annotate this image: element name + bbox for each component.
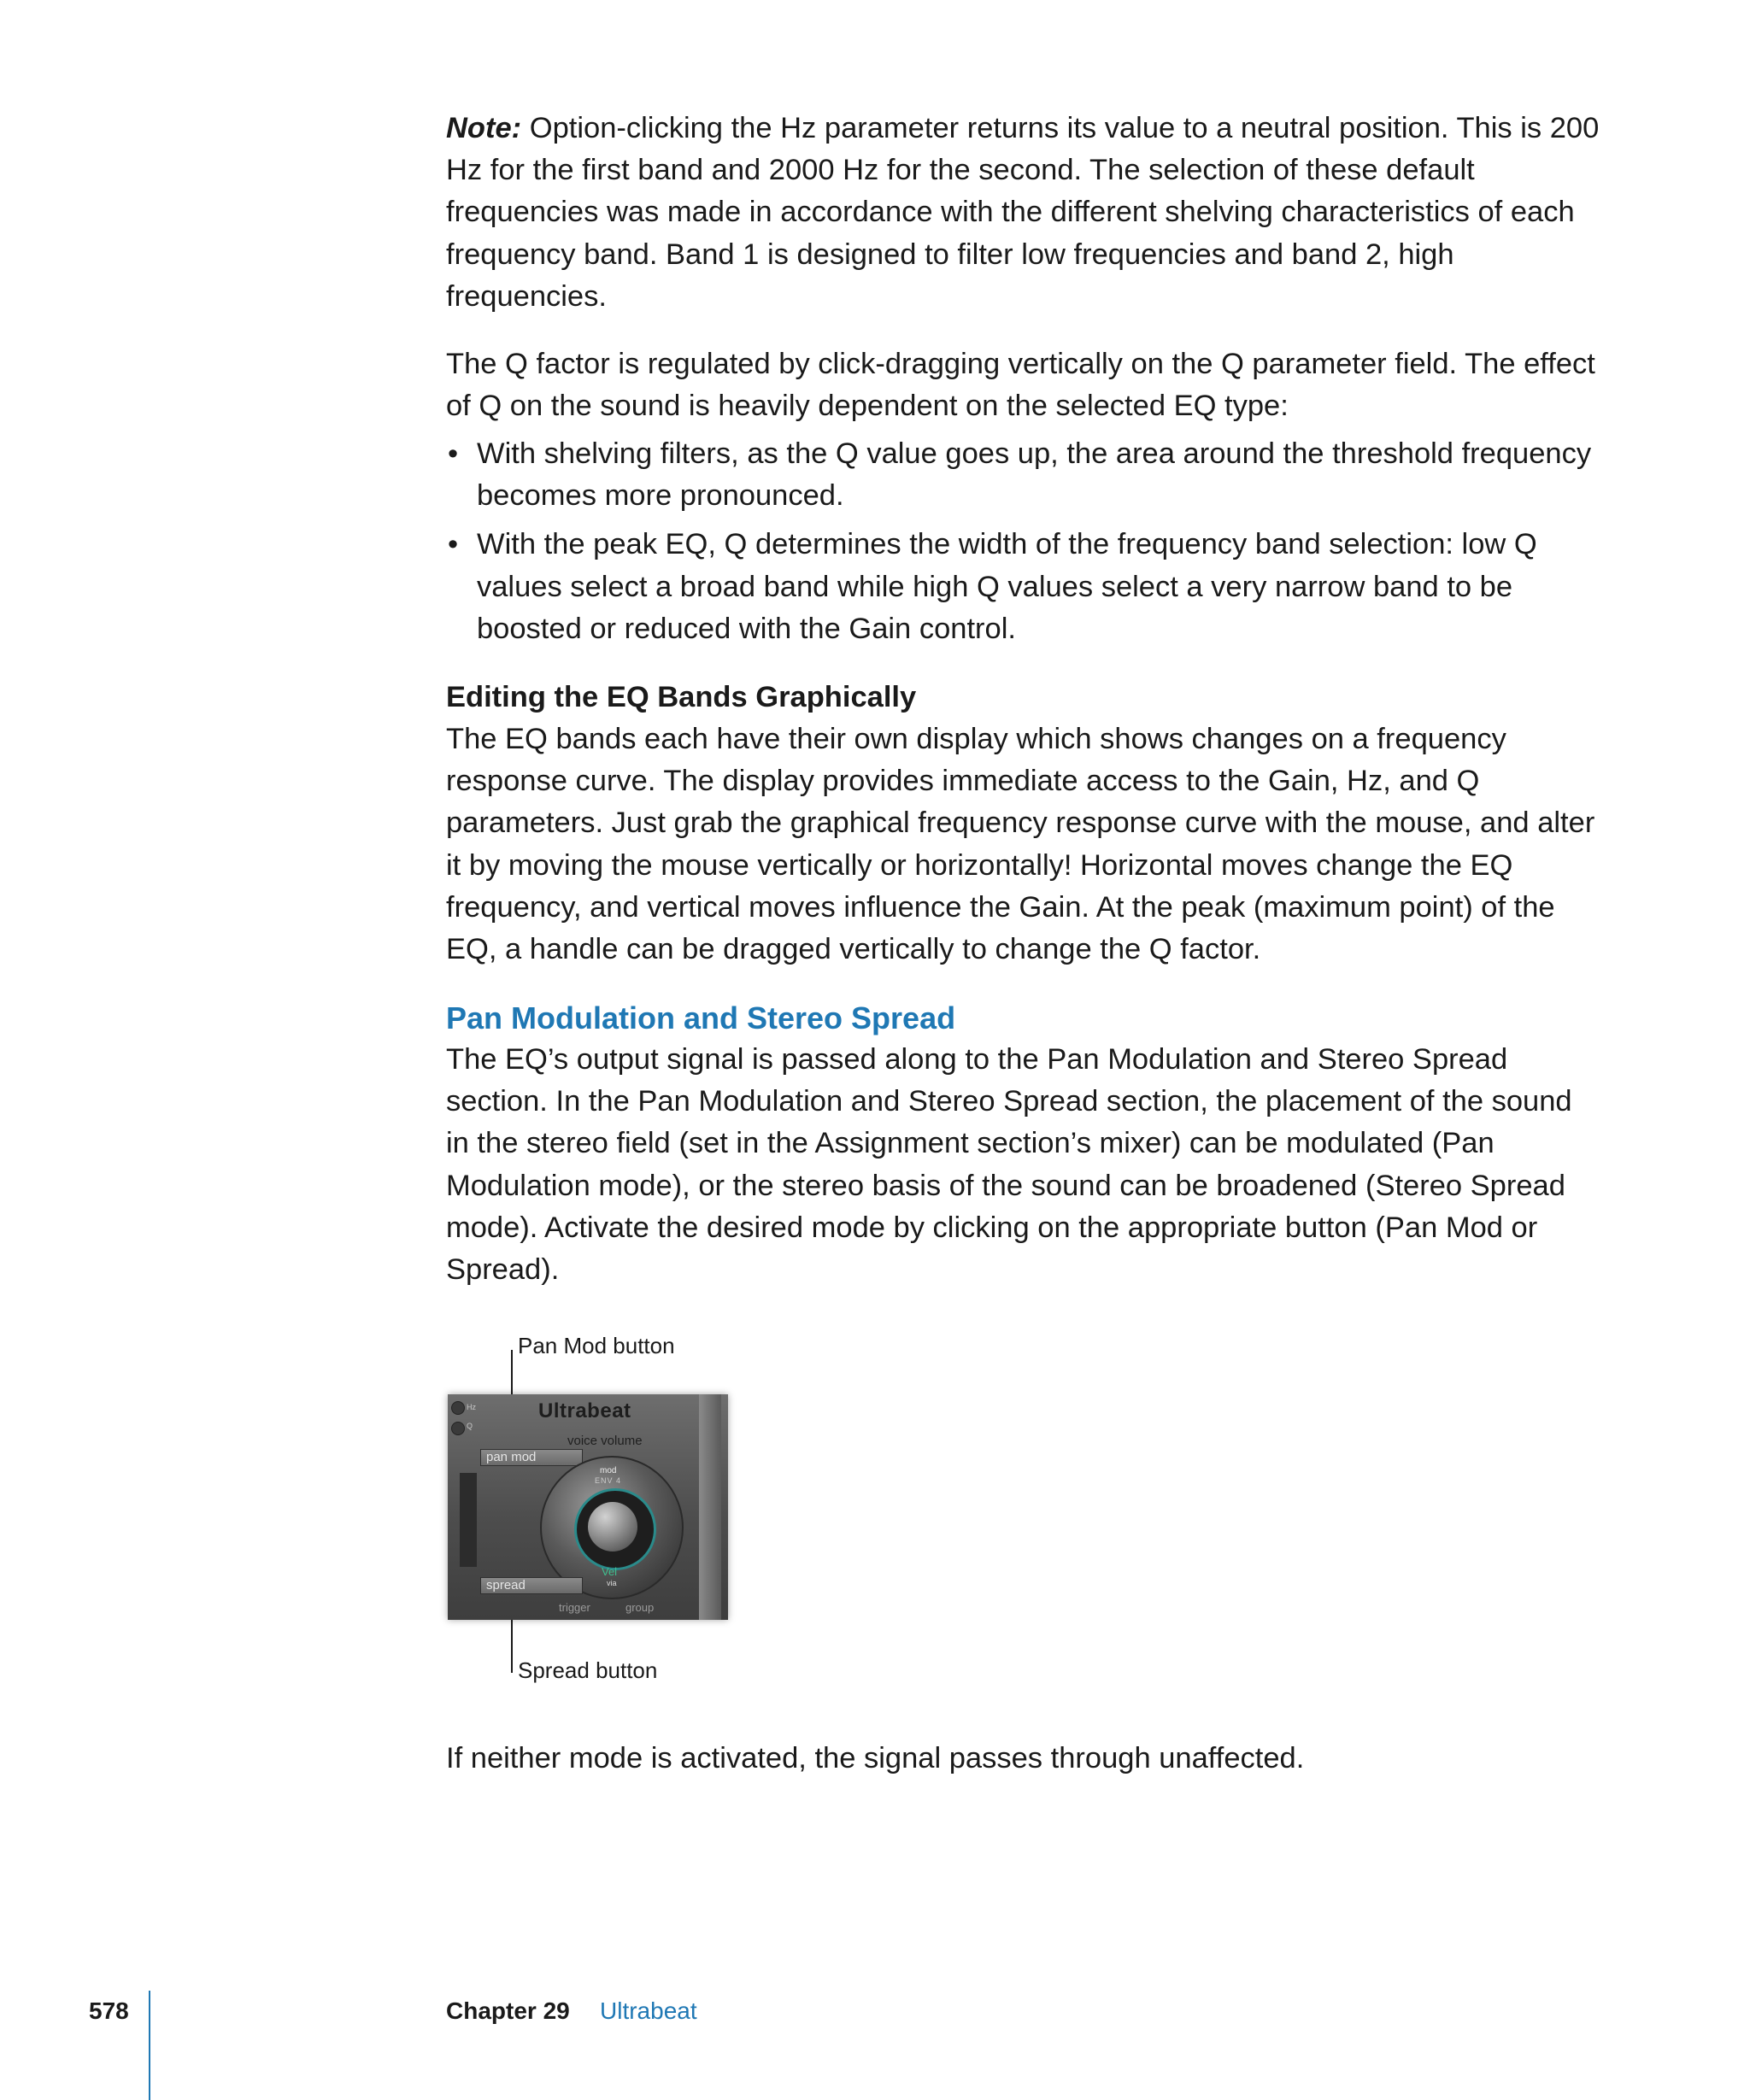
note-paragraph <box>446 108 1600 318</box>
chapter-label: Chapter 29 <box>446 1997 570 2024</box>
led-indicator <box>451 1401 465 1415</box>
q-factor-paragraph: The Q factor is regulated by click-dragging vertically on the Q parameter field. The effect of Q on the sound is heavily dependent on the selected EQ type: <box>446 348 1595 423</box>
led-indicator <box>451 1422 465 1435</box>
section-heading-pan-modulation: Pan Modulation and Stereo Spread <box>446 1000 956 1035</box>
callout-spread-label: Spread button <box>518 1657 658 1683</box>
pan-mod-button[interactable]: pan mod <box>480 1449 583 1466</box>
q-label: Q <box>467 1422 473 1430</box>
section-heading-editing-eq: Editing the EQ Bands Graphically <box>446 681 917 713</box>
ultrabeat-pan-spread-screenshot <box>448 1394 728 1620</box>
led-column <box>451 1401 465 1442</box>
bullet: • <box>448 528 459 561</box>
group-label: group <box>625 1601 655 1614</box>
editing-eq-paragraph: The EQ bands each have their own display which shows changes on a frequency response curve. The display provides immediate access to the Gain, Hz, and Q parameters. Just grab the graphical frequency response curve with the mouse, and alter it by moving the mouse vertically or horizontally! Horizontal moves change the EQ frequency, and vertical moves influence the Gain. At the peak (maximum point) of the EQ, a handle can be dragged vertically to change the Q factor. <box>446 723 1595 966</box>
chapter-name: Ultrabeat <box>600 1997 697 2024</box>
voice-volume-label: voice volume <box>567 1434 643 1448</box>
mod-label: mod <box>600 1466 617 1475</box>
list-item-text: With shelving filters, as the Q value goes up, the area around the threshold frequency becomes more pronounced. <box>477 437 1592 513</box>
hz-label: Hz <box>467 1403 476 1411</box>
bullet: • <box>448 437 459 470</box>
pan-display <box>460 1473 477 1567</box>
spread-button[interactable]: spread <box>480 1577 583 1594</box>
via-label: via <box>607 1579 617 1587</box>
eq-type-list <box>446 433 1600 657</box>
vel-label: Vel <box>602 1565 618 1578</box>
page-number: 578 <box>89 1997 129 2024</box>
panel-right-edge <box>699 1394 721 1620</box>
list-item <box>446 524 1600 650</box>
closing-paragraph: If neither mode is activated, the signal passes through unaffected. <box>446 1742 1305 1774</box>
callout-panmod-label: Pan Mod button <box>518 1333 675 1358</box>
note-label: Note: <box>446 112 522 144</box>
ultrabeat-logo: Ultrabeat <box>538 1399 631 1422</box>
list-item <box>446 433 1600 517</box>
trigger-label: trigger <box>559 1601 590 1614</box>
list-item-text: With the peak EQ, Q determines the width of the frequency band selection: low Q values select a broad band while high Q values select a very narrow band to be boosted or reduced with the Gain control. <box>477 528 1537 645</box>
pan-modulation-paragraph: The EQ’s output signal is passed along to the Pan Modulation and Stereo Spread section. In the Pan Modulation and Stereo Spread section, the placement of the sound in the stereo field (set in the Assignment section’s mixer) can be modulated (Pan Modulation mode), or the stereo basis of the sound can be broadened (Stereo Spread mode). Activate the desired mode by clicking on the appropriate button (Pan Mod or Spread). <box>446 1043 1572 1287</box>
note-text: Option-clicking the Hz parameter returns its value to a neutral position. This is 200 Hz for the first band and 2000 Hz for the second. The selection of these default frequencies was made in accordance with the different shelving characteristics of each frequency band. Band 1 is designed to filter low frequencies and band 2, high frequencies. <box>446 112 1600 313</box>
voice-volume-knob[interactable] <box>588 1502 637 1552</box>
footer-rule <box>149 1991 150 2100</box>
env-label: ENV 4 <box>595 1476 622 1485</box>
